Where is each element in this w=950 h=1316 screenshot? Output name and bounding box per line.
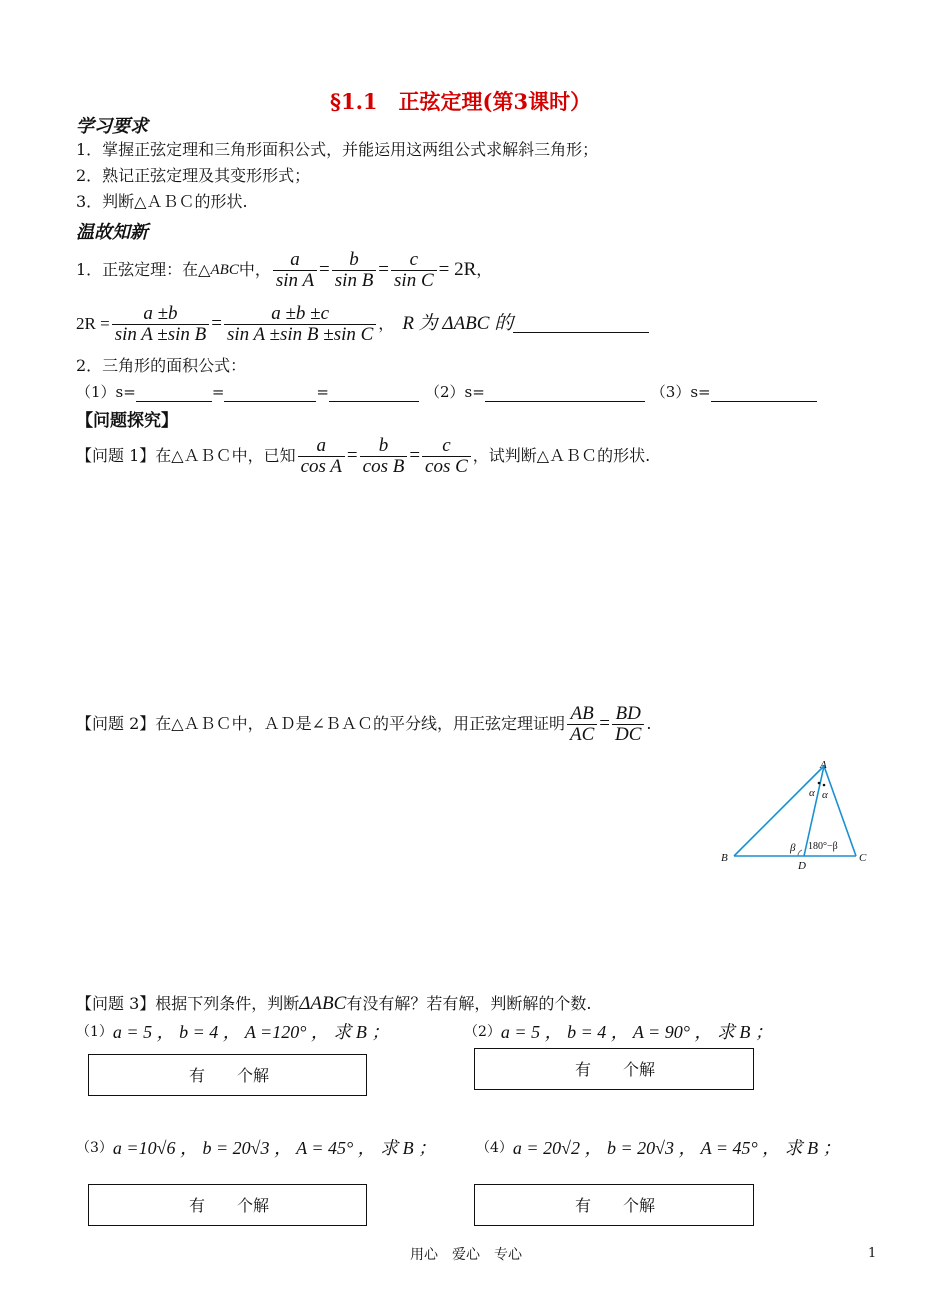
case-4-conditions: a = 20√2 ， b = 20√3 ， A = 45° ， 求 B ； [512,1138,841,1158]
two-r-label: 2R = [76,314,110,333]
triangle-abc-q3: ΔABC [299,993,347,1014]
question-1: 【问题 1】在△ＡＢＣ中，已知 $\frac{a}{\text{cos A}}$ = $\frac{b}{\text{cos B}}$ = $\frac{c}{\text{cos C}}$ ，试判断△ＡＢＣ的形状. [76,434,651,477]
question-2: 【问题 2】在△ＡＢＣ中，ＡＤ是∠ＢＡＣ的平分线，用正弦定理证明 $\frac{AB}{AC}$ = $\frac{BD}{DC}$ . [76,702,652,745]
requirement-item: 3．判断△ＡＢＣ的形状. [76,192,248,211]
answer-box-3[interactable]: 有 个解 [88,1184,367,1226]
label-alpha-left: α [809,787,815,799]
fraction-c-cosC: $\frac{c}{\text{cos C}}$ [422,436,471,477]
section-heading-requirements: 学习要求 [76,116,148,137]
fraction-sum-ab: $\frac{a \pm b}{\text{sin A ±sin B}}$ [112,304,210,345]
label-D: D [798,860,806,872]
area-formula-heading: 2．三角形的面积公式： [76,356,247,375]
case-4: （4） a = 20√2 ， b = 20√3 ， A = 45° ， 求 B ； [476,1138,841,1158]
answer-blank-s3[interactable] [711,385,817,402]
requirement-item: 1．掌握正弦定理和三角形面积公式，并能运用这两组公式求解斜三角形； [76,140,599,159]
equals-2R: = 2R [438,259,477,280]
answer-box-1[interactable]: 有 个解 [88,1054,367,1096]
case-1-conditions: a = 5 ， b = 4 ， A =120° ， 求 B ； [112,1022,390,1042]
question-1-suffix: ，试判断△ＡＢＣ的形状. [472,446,651,465]
question-1-prefix: 【问题 1】在△ＡＢＣ中，已知 [76,446,296,465]
question-2-prefix: 【问题 2】在△ＡＢＣ中，ＡＤ是∠ＢＡＣ的平分线，用正弦定理证明 [76,714,565,733]
requirement-item: 2．熟记正弦定理及其变形形式； [76,166,311,185]
fraction-a-sinA: $\frac{a}{\text{sin A}}$ [273,250,317,291]
page-number: 1 [868,1246,877,1261]
section-heading-review: 温故知新 [76,222,148,243]
footer-motto: 用心 爱心 专心 [410,1247,522,1263]
page-title: §1.1 正弦定理(第3课时） [330,89,592,114]
answer-box-4[interactable]: 有 个解 [474,1184,754,1226]
question-3: 【问题 3】根据下列条件，判断 ΔABC 有没有解？若有解，判断解的个数. [76,993,592,1014]
triangle-figure [712,756,882,876]
section-heading-explore: 【问题探究】 [76,411,178,431]
triangle-abc: ABC [210,262,239,278]
r-description: R 为 ΔABC 的 [402,313,514,334]
case-1: （1） a = 5 ， b = 4 ， A =120° ， 求 B ； [76,1022,390,1042]
answer-blank-s1c[interactable] [329,385,419,402]
case-2-conditions: a = 5 ， b = 4 ， A = 90° ， 求 B ； [500,1022,773,1042]
label-C: C [859,852,867,864]
answer-blank-s2[interactable] [485,385,645,402]
sine-law-line: 1．正弦定理：在△ ABC 中， $\frac{a}{\text{sin A}}$ = $\frac{b}{\text{sin B}}$ = $\frac{c}{\text{sin C}}$ = 2R ， [76,248,493,291]
answer-box-2[interactable]: 有 个解 [474,1048,754,1090]
sine-law-label: 1．正弦定理：在△ [76,260,211,279]
fraction-AB-AC: $\frac{AB}{AC}$ [567,704,597,745]
answer-blank-s1a[interactable] [136,385,212,402]
area-formula-line: （1）s= = = （2）s= （3）s= [76,382,817,402]
fraction-b-sinB: $\frac{b}{\text{sin B}}$ [332,250,377,291]
fraction-BD-DC: $\frac{BD}{DC}$ [612,704,644,745]
case-3-conditions: a =10√6 ， b = 20√3 ， A = 45° ， 求 B ； [112,1138,437,1158]
case-2: （2） a = 5 ， b = 4 ， A = 90° ， 求 B ； [464,1022,773,1042]
answer-blank-r[interactable] [513,316,649,333]
label-beta: β [790,842,796,854]
fraction-a-cosA: $\frac{a}{\text{cos A}}$ [298,436,345,477]
fraction-b-cosB: $\frac{b}{\text{cos B}}$ [360,436,408,477]
case-3: （3） a =10√6 ， b = 20√3 ， A = 45° ， 求 B ； [76,1138,437,1158]
answer-blank-s1b[interactable] [224,385,316,402]
fraction-c-sinC: $\frac{c}{\text{sin C}}$ [391,250,437,291]
label-supplement: 180°−β [808,841,838,852]
label-alpha-right: α [822,789,828,801]
sine-law-variant-line: 2R = $\frac{a \pm b}{\text{sin A ±sin B}}$ = $\frac{a \pm b \pm c}{\text{sin A ±sin B ±sin C}}$ ， R 为 ΔABC 的 [76,300,649,348]
fraction-sum-abc: $\frac{a \pm b \pm c}{\text{sin A ±sin B ±sin C}}$ [224,304,376,345]
sine-law-zhong: 中， [238,260,271,279]
label-B: B [721,852,728,864]
label-A: A [820,759,827,771]
